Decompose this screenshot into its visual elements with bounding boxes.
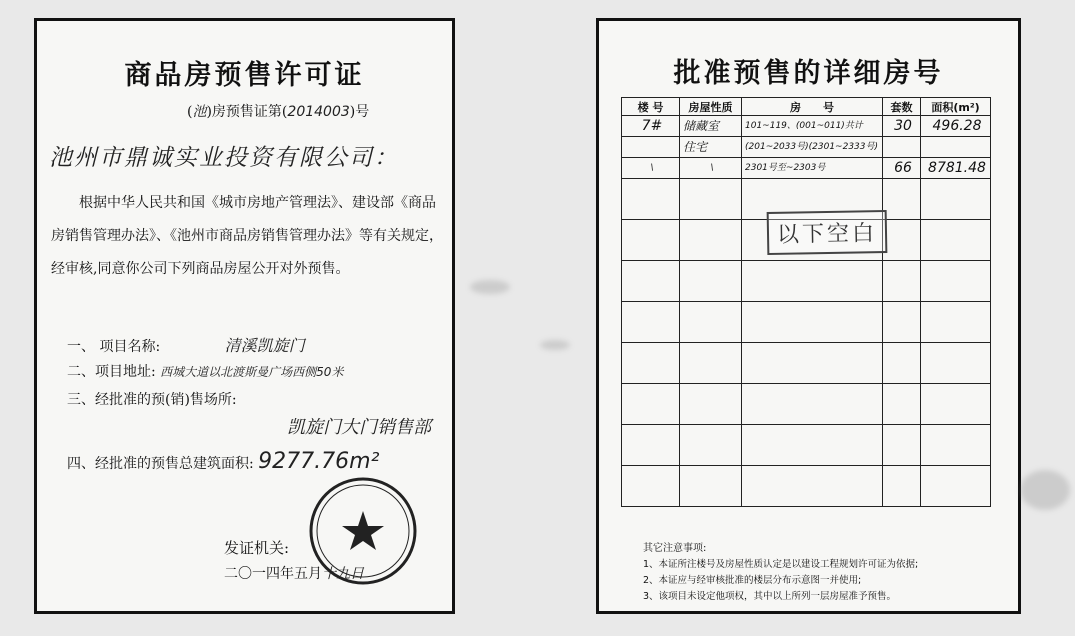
col-rooms: 房 号 xyxy=(742,98,883,116)
project-address-row xyxy=(67,361,343,381)
table-row xyxy=(622,425,991,466)
table-row xyxy=(622,261,991,302)
cell-building: 7# xyxy=(622,116,680,137)
cell-count: 66 xyxy=(883,158,921,179)
cert-number-handwritten: 2014003 xyxy=(287,104,350,120)
scan-smudge xyxy=(470,280,510,294)
rooms-title: 批准预售的详细房号 xyxy=(673,58,944,89)
scan-smudge xyxy=(540,340,570,350)
project-name-row xyxy=(67,333,305,356)
cert-mid: )房预售证第( xyxy=(206,104,288,120)
cell-rooms: 101~119、(001~011)共计 xyxy=(742,116,883,137)
notes-header: 其它注意事项: xyxy=(643,543,707,554)
official-seal xyxy=(307,475,419,587)
total-area-row xyxy=(67,449,379,474)
permit-body xyxy=(51,187,446,286)
cell-rooms: (201~2033号)(2301~2333号) xyxy=(742,137,883,158)
certificate-number-line xyxy=(187,101,369,121)
project-address-label: 二、项目地址: xyxy=(67,364,156,380)
cell-area xyxy=(921,137,991,158)
rooms-table xyxy=(621,97,991,507)
company-name-handwritten: 池州市鼎诚实业投资有限公司： xyxy=(49,145,399,171)
blank-below-stamp: 以下空白 xyxy=(767,210,888,255)
project-address-value: 西城大道以北渡斯曼广场西侧50米 xyxy=(160,365,344,379)
cert-city-handwritten: 池 xyxy=(192,104,207,120)
notes-block xyxy=(643,541,918,605)
cell-type: \ xyxy=(680,158,742,179)
col-count: 套数 xyxy=(883,98,921,116)
cell-rooms: 2301号至~2303号 xyxy=(742,158,883,179)
issue-date-printed: 二〇一四年五月 xyxy=(224,566,322,582)
permit-title: 商品房预售许可证 xyxy=(124,60,365,91)
sales-venue-value: 凯旋门大门销售部 xyxy=(287,417,431,438)
scan-smudge xyxy=(1020,470,1070,510)
col-area: 面积(m²) xyxy=(921,98,991,116)
permit-body-paragraph: 根据中华人民共和国《城市房地产管理法》、建设部《商品房销售管理办法》、《池州市商品房销售管理办法》等有关规定，经审核,同意你公司下列商品房屋公开对外预售。 xyxy=(51,195,443,277)
cell-area: 8781.48 xyxy=(921,158,991,179)
cell-count: 30 xyxy=(883,116,921,137)
note-item: 2、本证应与经审核批准的楼层分布示意图一并使用; xyxy=(643,575,862,586)
project-name-value: 清溪凯旋门 xyxy=(224,336,305,355)
issuer-label: 发证机关: xyxy=(224,539,290,557)
table-row xyxy=(622,158,991,179)
col-type: 房屋性质 xyxy=(680,98,742,116)
cell-type: 住宅 xyxy=(680,137,742,158)
table-row xyxy=(622,466,991,507)
cert-prefix: ( xyxy=(187,104,193,120)
approved-rooms-panel xyxy=(596,18,1021,614)
rooms-table-header xyxy=(622,98,991,116)
cell-building xyxy=(622,137,680,158)
note-item: 3、该项目未设定他项权，其中以上所列一层房屋准予预售。 xyxy=(643,591,897,602)
table-row xyxy=(622,137,991,158)
table-row xyxy=(622,116,991,137)
sales-venue-row xyxy=(67,389,237,409)
cell-type: 储藏室 xyxy=(680,116,742,137)
sales-venue-label: 三、经批准的预(销)售场所: xyxy=(67,392,237,408)
total-area-label: 四、经批准的预售总建筑面积: xyxy=(67,456,254,472)
table-row xyxy=(622,384,991,425)
project-name-label: 一、 项目名称: xyxy=(67,339,161,355)
presale-permit-panel xyxy=(34,18,455,614)
seal-star-icon xyxy=(342,511,384,550)
cell-area: 496.28 xyxy=(921,116,991,137)
total-area-value: 9277.76m² xyxy=(258,449,380,474)
table-row xyxy=(622,302,991,343)
issue-date-handwritten: 十九日 xyxy=(322,566,364,582)
cert-suffix: )号 xyxy=(349,104,370,120)
cell-building: \ xyxy=(622,158,680,179)
note-item: 1、本证所注楼号及房屋性质认定是以建设工程规划许可证为依据; xyxy=(643,559,919,570)
table-row xyxy=(622,343,991,384)
col-building: 楼 号 xyxy=(622,98,680,116)
cell-count xyxy=(883,137,921,158)
